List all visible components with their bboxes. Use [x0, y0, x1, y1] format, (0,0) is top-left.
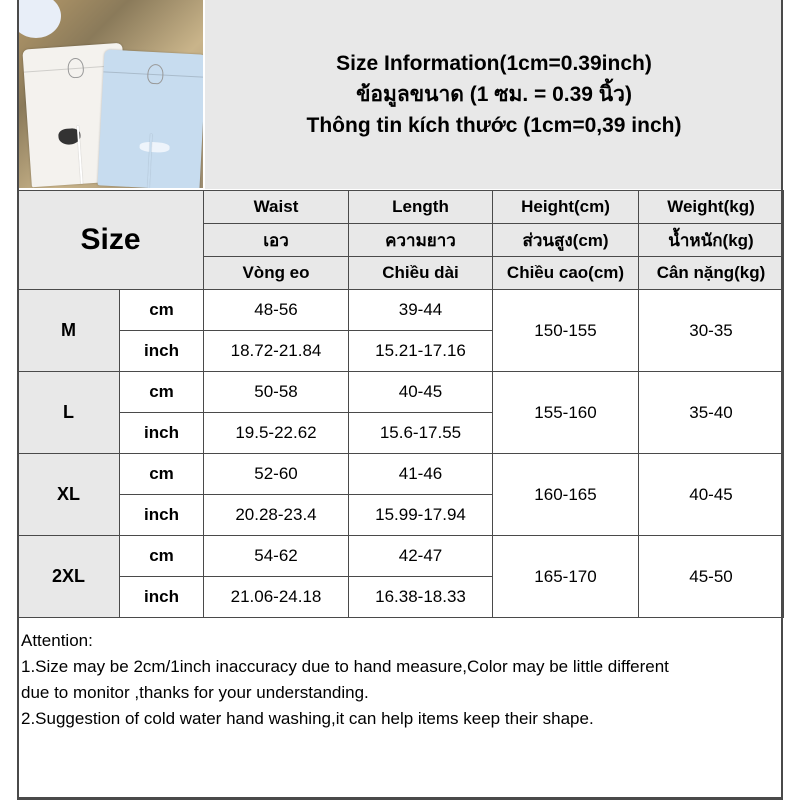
- length-cm: 40-45: [349, 372, 493, 413]
- note-1-continued: due to monitor ,thanks for your understanding.: [21, 683, 369, 702]
- length-inch: 15.99-17.94: [349, 495, 493, 536]
- waist-inch: 21.06-24.18: [204, 577, 349, 618]
- weight-range: 35-40: [639, 372, 784, 454]
- height-range: 165-170: [493, 536, 639, 618]
- waist-inch: 20.28-23.4: [204, 495, 349, 536]
- size-label: M: [18, 290, 120, 372]
- weight-range: 40-45: [639, 454, 784, 536]
- length-inch: 15.6-17.55: [349, 413, 493, 454]
- size-label: 2XL: [18, 536, 120, 618]
- size-label: XL: [18, 454, 120, 536]
- col-height-vi: Chiều cao(cm): [493, 257, 639, 290]
- col-height-en: Height(cm): [493, 191, 639, 224]
- unit-label: cm: [120, 454, 204, 495]
- notes-title: Attention:: [21, 631, 93, 650]
- size-title: Size: [18, 191, 204, 290]
- height-range: 160-165: [493, 454, 639, 536]
- unit-label: inch: [120, 495, 204, 536]
- weight-range: 30-35: [639, 290, 784, 372]
- col-weight-vi: Cân nặng(kg): [639, 257, 784, 290]
- header-english: Size Information(1cm=0.39inch): [336, 52, 652, 75]
- unit-label: cm: [120, 536, 204, 577]
- col-waist-vi: Vòng eo: [204, 257, 349, 290]
- waist-inch: 18.72-21.84: [204, 331, 349, 372]
- col-waist-en: Waist: [204, 191, 349, 224]
- col-weight-th: น้ำหนัก(kg): [639, 224, 784, 257]
- weight-range: 45-50: [639, 536, 784, 618]
- col-length-th: ความยาว: [349, 224, 493, 257]
- length-inch: 16.38-18.33: [349, 577, 493, 618]
- length-cm: 39-44: [349, 290, 493, 331]
- col-length-en: Length: [349, 191, 493, 224]
- header-vietnamese: Thông tin kích thước (1cm=0,39 inch): [306, 114, 682, 137]
- page-frame: [17, 0, 783, 800]
- unit-label: inch: [120, 413, 204, 454]
- size-label: L: [18, 372, 120, 454]
- header-thai: ข้อมูลขนาด (1 ซม. = 0.39 นิ้ว): [356, 83, 632, 106]
- col-length-vi: Chiều dài: [349, 257, 493, 290]
- unit-label: inch: [120, 331, 204, 372]
- waist-cm: 54-62: [204, 536, 349, 577]
- unit-label: cm: [120, 372, 204, 413]
- waist-cm: 48-56: [204, 290, 349, 331]
- col-height-th: ส่วนสูง(cm): [493, 224, 639, 257]
- note-1: 1.Size may be 2cm/1inch inaccuracy due to hand measure,Color may be little different: [21, 657, 669, 676]
- height-range: 150-155: [493, 290, 639, 372]
- note-2: 2.Suggestion of cold water hand washing,it can help items keep their shape.: [21, 709, 594, 728]
- length-inch: 15.21-17.16: [349, 331, 493, 372]
- unit-label: cm: [120, 290, 204, 331]
- height-range: 155-160: [493, 372, 639, 454]
- col-waist-th: เอว: [204, 224, 349, 257]
- waist-cm: 52-60: [204, 454, 349, 495]
- waist-cm: 50-58: [204, 372, 349, 413]
- col-weight-en: Weight(kg): [639, 191, 784, 224]
- unit-label: inch: [120, 577, 204, 618]
- waist-inch: 19.5-22.62: [204, 413, 349, 454]
- length-cm: 42-47: [349, 536, 493, 577]
- length-cm: 41-46: [349, 454, 493, 495]
